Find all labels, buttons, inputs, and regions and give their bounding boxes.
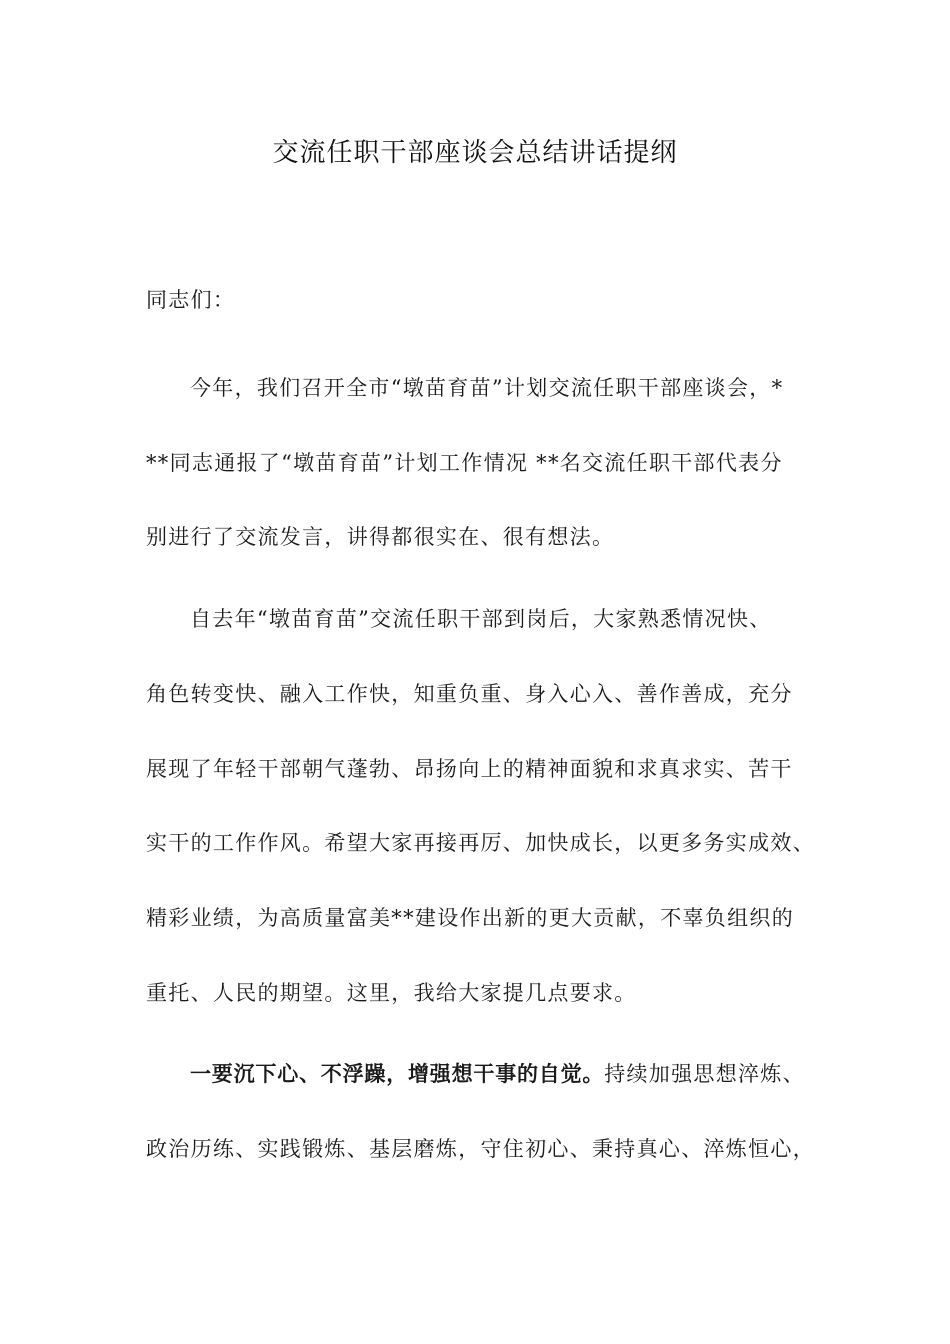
paragraph-2-line-1: 自去年“墩苗育苗”交流任职干部到岗后，大家熟悉情况快、	[190, 607, 772, 631]
paragraph-2-line-5: 精彩业绩，为高质量富美**建设作出新的更大贡献，不辜负组织的	[146, 906, 794, 930]
document-title: 交流任职干部座谈会总结讲话提纲	[272, 138, 678, 168]
salutation: 同志们：	[146, 288, 236, 312]
paragraph-2-line-4: 实干的工作作风。希望大家再接再厉、加快成长，以更多务实成效、	[146, 831, 815, 855]
paragraph-1-line-3: 别进行了交流发言，讲得都很实在、很有想法。	[146, 525, 615, 549]
paragraph-2-line-6: 重托、人民的期望。这里，我给大家提几点要求。	[146, 981, 637, 1005]
paragraph-3-line-2: 政治历练、实践锻炼、基层磨炼，守住初心、秉持真心、淬炼恒心，	[146, 1137, 815, 1161]
paragraph-2-line-2: 角色转变快、融入工作快，知重负重、身入心入、善作善成，充分	[146, 682, 793, 706]
paragraph-3-line-1	[190, 1057, 805, 1091]
paragraph-2-line-3: 展现了年轻干部朝气蓬勃、昂扬向上的精神面貌和求真求实、苦干	[146, 757, 793, 781]
paragraph-1-line-1: 今年，我们召开全市“墩苗育苗”计划交流任职干部座谈会，*	[190, 376, 784, 400]
paragraph-3-heading: 一要沉下心、不浮躁，增强想干事的自觉。	[190, 1062, 605, 1086]
paragraph-1-line-2: **同志通报了“墩苗育苗”计划工作情况 **名交流任职干部代表分	[146, 451, 783, 475]
paragraph-3-line-1-rest: 持续加强思想淬炼、	[604, 1062, 805, 1086]
